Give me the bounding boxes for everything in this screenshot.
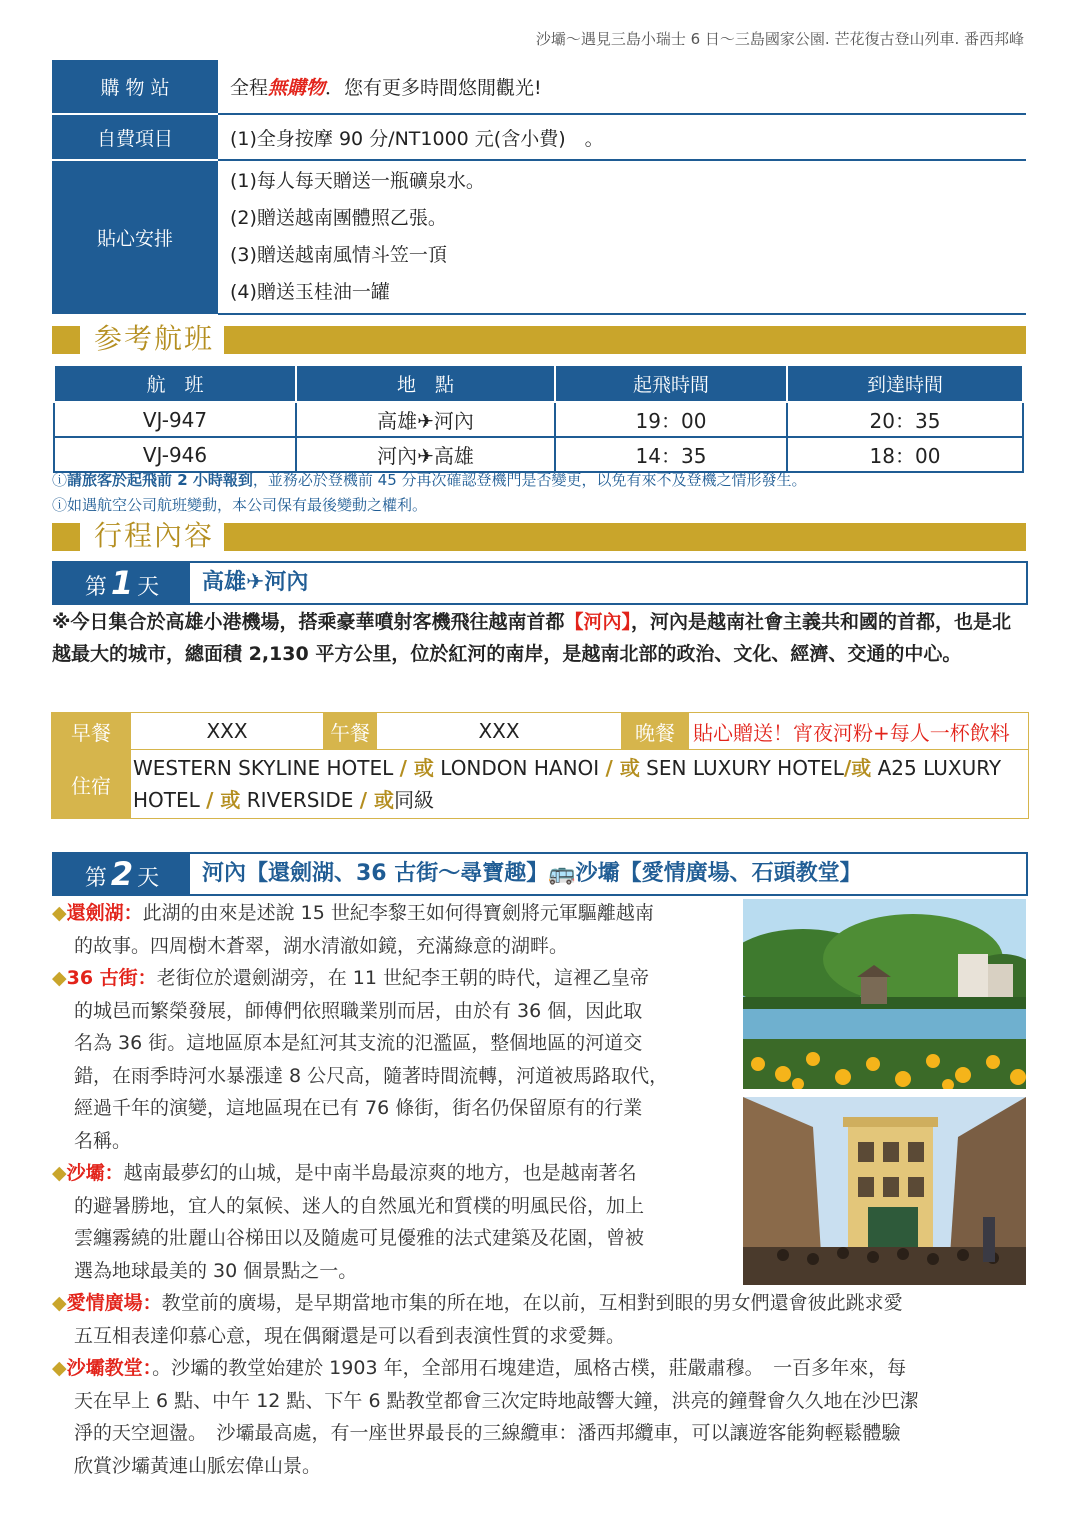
lunch-label: 午餐: [324, 713, 377, 750]
dinner-value: 貼心贈送！宵夜河粉+每人一杯飲料: [689, 713, 1029, 750]
day1-number: 第 1 天: [54, 563, 190, 603]
attraction-love-square: ◆愛情廣場：教堂前的廣場，是早期當地市集的所在地，在以前，互相對到眼的男女們還會彼此跳求愛 五互相表達仰慕心意，現在偶爾還是可以看到表演性質的求愛舞。: [52, 1292, 903, 1347]
breakfast-value: XXX: [131, 713, 324, 750]
hoan-kiem-lake-photo: [743, 899, 1026, 1089]
attraction-hoan-kiem: ◆還劍湖：此湖的由來是述說 15 世紀李黎王如何得寶劍將元軍驅離越南 的故事。四周樹木蒼翠，湖水清澈如鏡，充滿綠意的湖畔。: [52, 902, 654, 957]
flight-cell: 高雄✈河內: [296, 402, 555, 437]
shopping-value: 全程無購物．您有更多時間悠閒觀光!: [218, 60, 1026, 114]
flights-header-cell: 到達時間: [787, 365, 1023, 402]
care-list: [218, 160, 1026, 314]
flights-header-cell: 起飛時間: [555, 365, 787, 402]
flight-cell: 18：00: [787, 437, 1023, 472]
info-icon: ⓘ: [52, 496, 68, 514]
header-title: 沙壩～遇見三島小瑞士 6 日～三島國家公園. 芒花復古登山列車. 番西邦峰: [535, 30, 1024, 48]
day1-meals-table: [51, 712, 1029, 819]
day1-header: [52, 561, 1028, 605]
shopping-label: 購 物 站: [52, 60, 218, 114]
day2-header: [52, 852, 1028, 896]
hotel-value: WESTERN SKYLINE HOTEL / 或 LONDON HANOI / 或 SEN LUXURY HOTEL/或 A25 LUXURY HOTEL / 或 RIVERSIDE / 或同級: [131, 750, 1029, 819]
flights-section-header: [52, 322, 1026, 355]
breakfast-label: 早餐: [52, 713, 131, 750]
dinner-label: 晚餐: [622, 713, 689, 750]
lunch-value: XXX: [377, 713, 622, 750]
flight-cell: VJ-947: [54, 402, 296, 437]
attraction-sapa: ◆沙壩：越南最夢幻的山城，是中南半島最涼爽的地方，也是越南著名 的避暑勝地，宜人的氣候、迷人的自然風光和質樸的明風民俗，加上 雲纏霧繞的壯麗山谷梯田以及隨處可見優雅的法式建築及花園，曾被 選為地球最美的 30 個景點之一。: [52, 1162, 645, 1282]
table-row: [54, 402, 1023, 437]
flight-note-1: ⓘ請旅客於起飛前 2 小時報到，並務必於登機前 45 分再次確認登機門是否變更，以免有來不及登機之情形發生。: [52, 471, 807, 489]
flight-cell: 14：35: [555, 437, 787, 472]
flight-cell: 20：35: [787, 402, 1023, 437]
flights-header-cell: 航 班: [54, 365, 296, 402]
attraction-36-streets: ◆36 古街：老街位於還劍湖旁，在 11 世紀李王朝的時代，這裡乙皇帝 的城邑而繁榮發展，師傅們依照職業別而居，由於有 36 個，因此取 名為 36 街。這地區原本是紅河其支流的氾濫區，整個地區的河道交 錯，在雨季時河水暴漲達 8 公尺高，隨著時間流轉，河道被馬路取代， 經過千年的演變，這地區現在已有 76 條街，街名仍保留原有的行業 名稱。: [52, 967, 669, 1152]
hotel-label: 住宿: [52, 750, 131, 819]
care-item: (4)贈送玉桂油一罐: [230, 281, 390, 303]
flights-table: [53, 364, 1024, 473]
info-icon: ⓘ: [52, 471, 68, 489]
care-item: (2)贈送越南團體照乙張。: [230, 207, 447, 229]
attraction-stone-church: ◆沙壩教堂：。沙壩的教堂始建於 1903 年，全部用石塊建造，風格古樸，莊嚴肅穆。 一百多年來，每 天在早上 6 點、中午 12 點、下午 6 點教堂都會三次定時地敲響大鐘，洪亮的鐘聲會久久地在沙巴潔 淨的天空迴盪。 沙壩最高處，有一座世界最長的三線纜車：潘西邦纜車，可以讓遊客能夠輕鬆體驗 欣賞沙壩黃連山脈宏偉山景。: [52, 1357, 919, 1477]
care-label: 貼心安排: [52, 160, 218, 314]
itinerary-section-header: [52, 519, 1026, 552]
flight-note-2: ⓘ如遇航空公司航班變動，本公司保有最後變動之權利。: [52, 496, 428, 514]
optional-value: (1)全身按摩 90 分/NT1000 元(含小費) 。: [218, 114, 1026, 160]
care-item: (3)贈送越南風情斗笠一頂: [230, 244, 447, 266]
flight-cell: VJ-946: [54, 437, 296, 472]
itinerary-section-title: 行程內容: [88, 519, 224, 553]
day1-title: 高雄✈河內: [202, 570, 309, 595]
flights-header-cell: 地 點: [296, 365, 555, 402]
flights-section-title: 参考航班: [88, 322, 224, 356]
table-row: [54, 437, 1023, 472]
day2-title: 河內【還劍湖、36 古街～尋寶趣】🚌沙壩【愛情廣場、石頭教堂】: [202, 861, 862, 886]
flight-cell: 河內✈高雄: [296, 437, 555, 472]
old-quarter-photo: [743, 1097, 1026, 1285]
optional-label: 自費項目: [52, 114, 218, 160]
tour-info-table: [52, 60, 1026, 315]
day2-number: 第 2 天: [54, 854, 190, 894]
day1-description: ※今日集合於高雄小港機場，搭乘豪華噴射客機飛往越南首都【河內】，河內是越南社會主義共和國的首都，也是北越最大的城市，總面積 2,130 平方公里，位於紅河的南岸，是越南北部的政治、文化、經濟、交通的中心。: [52, 611, 1012, 665]
care-item: (1)每人每天贈送一瓶礦泉水。: [230, 170, 485, 192]
flight-cell: 19：00: [555, 402, 787, 437]
